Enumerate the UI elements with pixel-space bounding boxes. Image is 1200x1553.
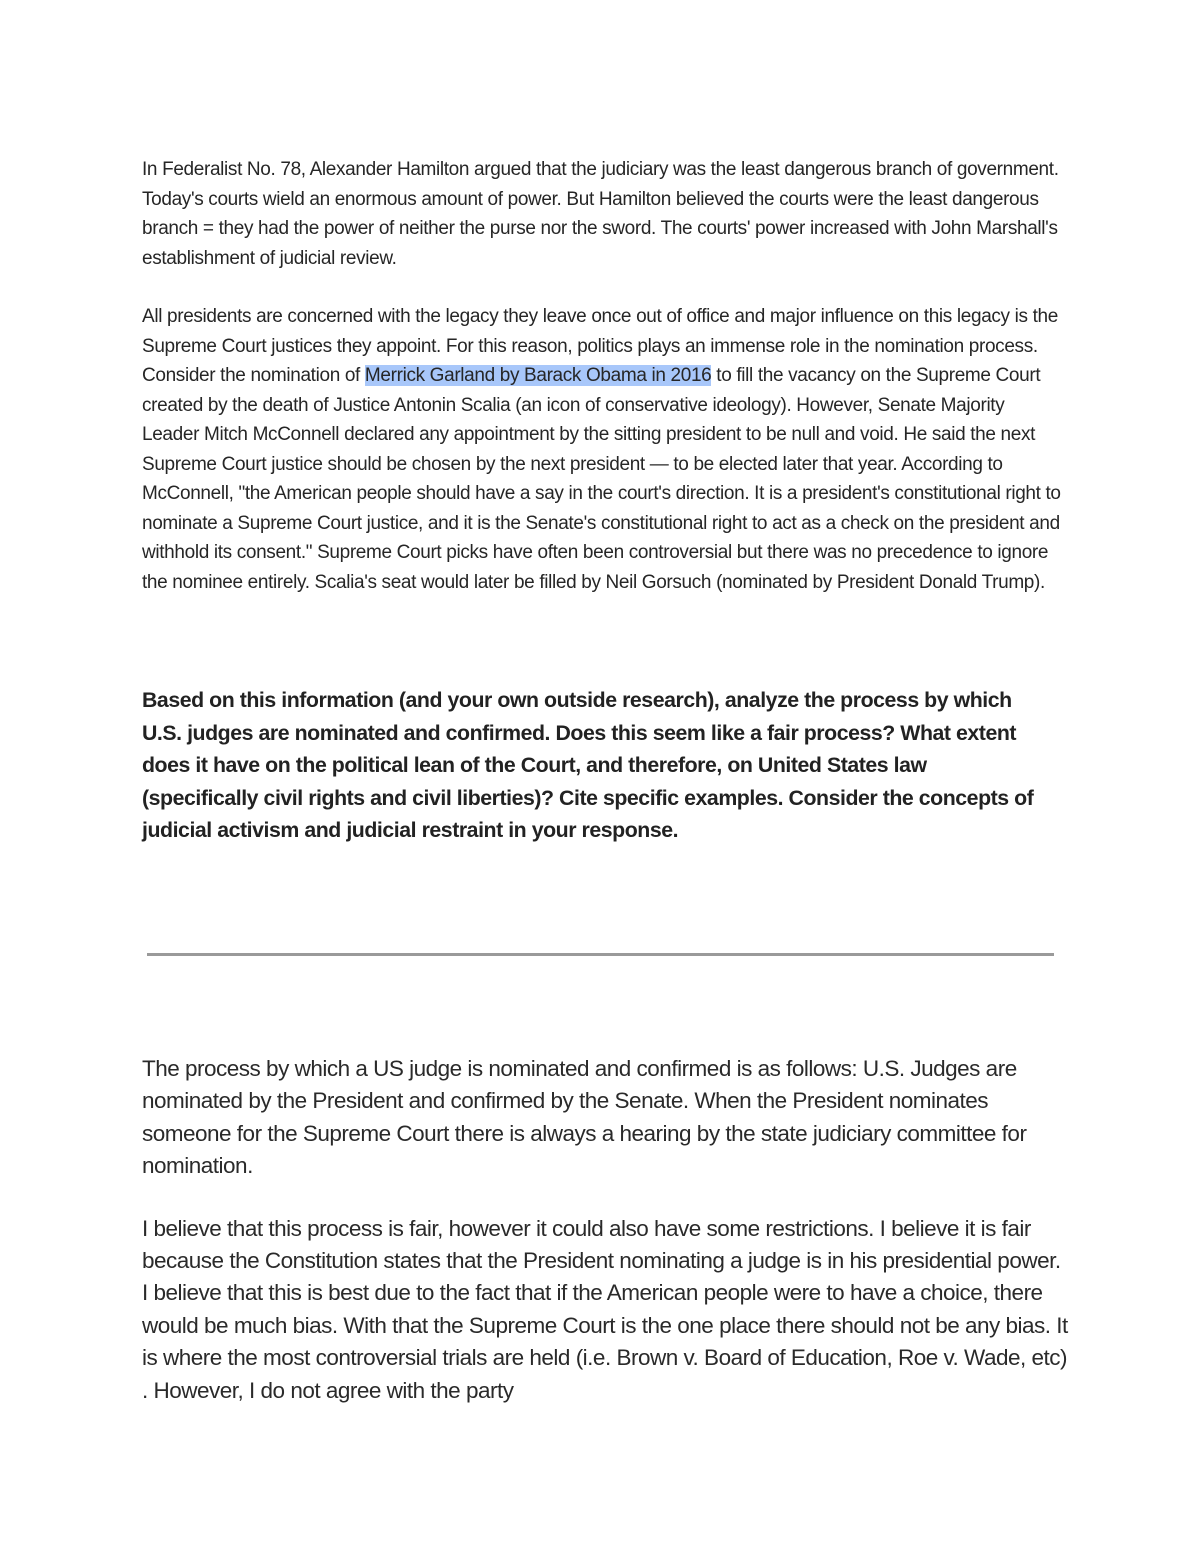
student-response xyxy=(142,1053,1072,1407)
prompt-paragraph-nomination-end: to fill the vacancy on the Supreme Court created by the death of Justice Antonin Scalia (an icon of conservative ideology). However, Senate Majority Leader Mitch McConnell declared any appointment by the sitting president to be null and void. He said the next Supreme Court justice should be chosen by the next president — to be elected later that year. According to McConnell, "the American people should have a say in the court's direction. It is a president's constitutional right to nominate a Supreme Court justice, and it is the Senate's constitutional right to act as a check on the president and withhold its consent." Supreme Court picks have often been controversial but there was no precedence to ignore the nominee entirely. Scalia's seat would later be filled by Neil Gorsuch (nominated by President Donald Trump). xyxy=(142,365,1061,593)
prompt-section xyxy=(142,155,1062,597)
horizontal-divider xyxy=(147,953,1054,956)
essay-question: Based on this information (and your own outside research), analyze the process by which U.S. judges are nominated and confirmed. Does this seem like a fair process? What extent does it have on the political lean of the Court, and therefore, on United States law (specifically civil rights and civil liberties)? Cite specific examples. Consider the concepts of judicial activism and judicial restraint in your response. xyxy=(142,688,1034,842)
selected-text-highlight[interactable]: Merrick Garland by Barack Obama in 2016 xyxy=(364,365,712,386)
prompt-paragraph-nomination-start: All presidents are concerned with the legacy they leave once out of office and major influence on this legacy is the Supreme Court justices they appoint. For this reason, politics plays an immense role in the nomination process. Consider the nomination of xyxy=(142,306,1058,386)
prompt-paragraph-nomination xyxy=(142,302,1062,597)
prompt-paragraph-federalist: In Federalist No. 78, Alexander Hamilton argued that the judiciary was the least dangerous branch of government. Today's courts wield an enormous amount of power. But Hamilton believed the courts were the least dangerous branch = they had the power of neither the purse nor the sword. The courts' power increased with John Marshall's establishment of judicial review. xyxy=(142,159,1059,269)
response-paragraph-fairness: I believe that this process is fair, however it could also have some restrictions. I believe it is fair because the Constitution states that the President nominating a judge is in his presidential power. I believe that this is best due to the fact that if the American people were to have a choice, there would be much bias. With that the Supreme Court is the one place there should not be any bias. It is where the most controversial trials are held (i.e. Brown v. Board of Education, Roe v. Wade, etc) . However, I do not agree with the party xyxy=(142,1215,1068,1403)
response-paragraph-process: The process by which a US judge is nominated and confirmed is as follows: U.S. Judges are nominated by the President and confirmed by the Senate. When the President nominates someone for the Supreme Court there is always a hearing by the state judiciary committee for nomination. xyxy=(142,1056,1027,1179)
